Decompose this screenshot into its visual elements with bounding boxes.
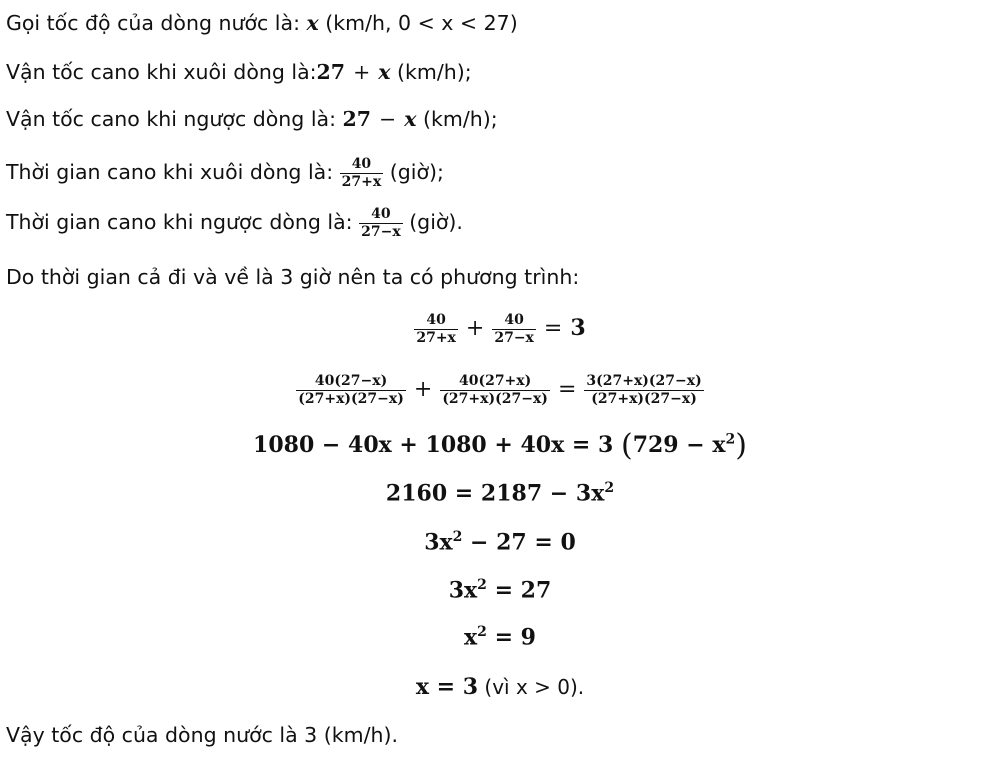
upstream-time-fraction (359, 206, 403, 239)
downstream-time-fraction (340, 156, 384, 189)
equation-2 (0, 364, 1000, 414)
fraction-denominator: (27+x)(27−x) (298, 390, 404, 407)
upstream-speed-line (6, 104, 498, 134)
equation-4 (0, 480, 1000, 506)
fraction-numerator: 40 (359, 206, 403, 223)
open-paren: ( (620, 428, 633, 463)
downstream-speed-tail: (km/h); (390, 60, 472, 84)
eq2-fraction-2 (440, 373, 550, 406)
fraction-denominator: 27+x (341, 173, 382, 190)
fraction-denominator: (27+x)(27−x) (442, 390, 548, 407)
upstream-speed-text: Vận tốc cano khi ngược dòng là: (6, 107, 343, 131)
plus-sign: + (413, 377, 433, 402)
intro-text: Gọi tốc độ của dòng nước là: (6, 11, 307, 35)
eq5-term: 3x (424, 529, 453, 556)
downstream-time-tail: (giờ); (383, 160, 444, 184)
equation-3 (0, 428, 1000, 463)
equals-sign: = (543, 316, 563, 341)
intro-line (6, 8, 518, 38)
close-paren: ) (735, 428, 747, 463)
eq1-fraction-2 (492, 312, 536, 345)
downstream-time-text: Thời gian cano khi xuôi dòng là: (6, 160, 340, 184)
eq1-rhs: 3 (570, 315, 586, 341)
upstream-const: 27 (342, 107, 372, 131)
fraction-numerator: 40(27+x) (440, 373, 550, 390)
fraction-denominator: 27−x (361, 223, 401, 240)
eq1-fraction-1 (414, 312, 458, 345)
fraction-numerator: 3(27+x)(27−x) (586, 373, 702, 390)
downstream-op: + (353, 60, 371, 84)
exponent: 2 (604, 480, 615, 496)
eq3-lhs: 1080 − 40x + 1080 + 40x = 3 (253, 432, 614, 458)
eq8-condition: (vì x > 0). (478, 675, 585, 699)
equation-intro-text: Do thời gian cả đi và về là 3 giờ nên ta có phương trình: (6, 265, 580, 289)
exponent: 2 (477, 577, 487, 593)
upstream-op: − (379, 107, 397, 131)
eq3-inner: 729 − x (632, 432, 726, 458)
equation-7 (0, 624, 1000, 650)
downstream-speed-text: Vận tốc cano khi xuôi dòng là: (6, 60, 317, 84)
upstream-time-line (6, 202, 463, 242)
eq7-term: x (464, 624, 478, 651)
fraction-numerator: 40 (492, 312, 536, 329)
conclusion-line (6, 720, 398, 750)
fraction-numerator: 40(27−x) (296, 373, 406, 390)
upstream-var: x (404, 107, 417, 131)
eq6-term: 3x (448, 577, 478, 604)
eq6-rest: = 27 (486, 577, 552, 604)
fraction-denominator: 27−x (494, 329, 534, 346)
upstream-time-text: Thời gian cano khi ngược dòng là: (6, 210, 360, 234)
eq8-solution: x = 3 (415, 674, 479, 700)
var-x: x (306, 11, 319, 35)
eq7-rest: = 9 (486, 624, 536, 651)
eq5-rest: − 27 = 0 (462, 529, 576, 556)
equation-5 (0, 529, 1000, 555)
fraction-denominator: (27+x)(27−x) (591, 390, 697, 407)
equals-sign: = (557, 377, 577, 402)
upstream-time-tail: (giờ). (402, 210, 463, 234)
eq4-lhs: 2160 = 2187 − 3x (385, 480, 605, 507)
downstream-speed-line (6, 57, 472, 87)
equation-6 (0, 577, 1000, 603)
exponent: 2 (725, 431, 736, 448)
conclusion-text: Vậy tốc độ của dòng nước là 3 (km/h). (6, 723, 398, 747)
eq2-fraction-3 (584, 373, 703, 406)
downstream-const: 27 (316, 60, 346, 84)
upstream-speed-tail: (km/h); (416, 107, 498, 131)
eq2-fraction-1 (296, 373, 406, 406)
fraction-denominator: 27+x (416, 329, 456, 346)
exponent: 2 (452, 529, 463, 545)
plus-sign: + (465, 316, 485, 341)
exponent: 2 (477, 624, 487, 640)
equation-intro-line (6, 262, 579, 292)
downstream-var: x (378, 60, 391, 84)
fraction-numerator: 40 (340, 156, 384, 173)
equation-1 (0, 306, 1000, 350)
downstream-time-line (6, 152, 444, 192)
fraction-numerator: 40 (414, 312, 458, 329)
intro-tail: (km/h, 0 < x < 27) (318, 11, 518, 35)
equation-8 (0, 674, 1000, 700)
